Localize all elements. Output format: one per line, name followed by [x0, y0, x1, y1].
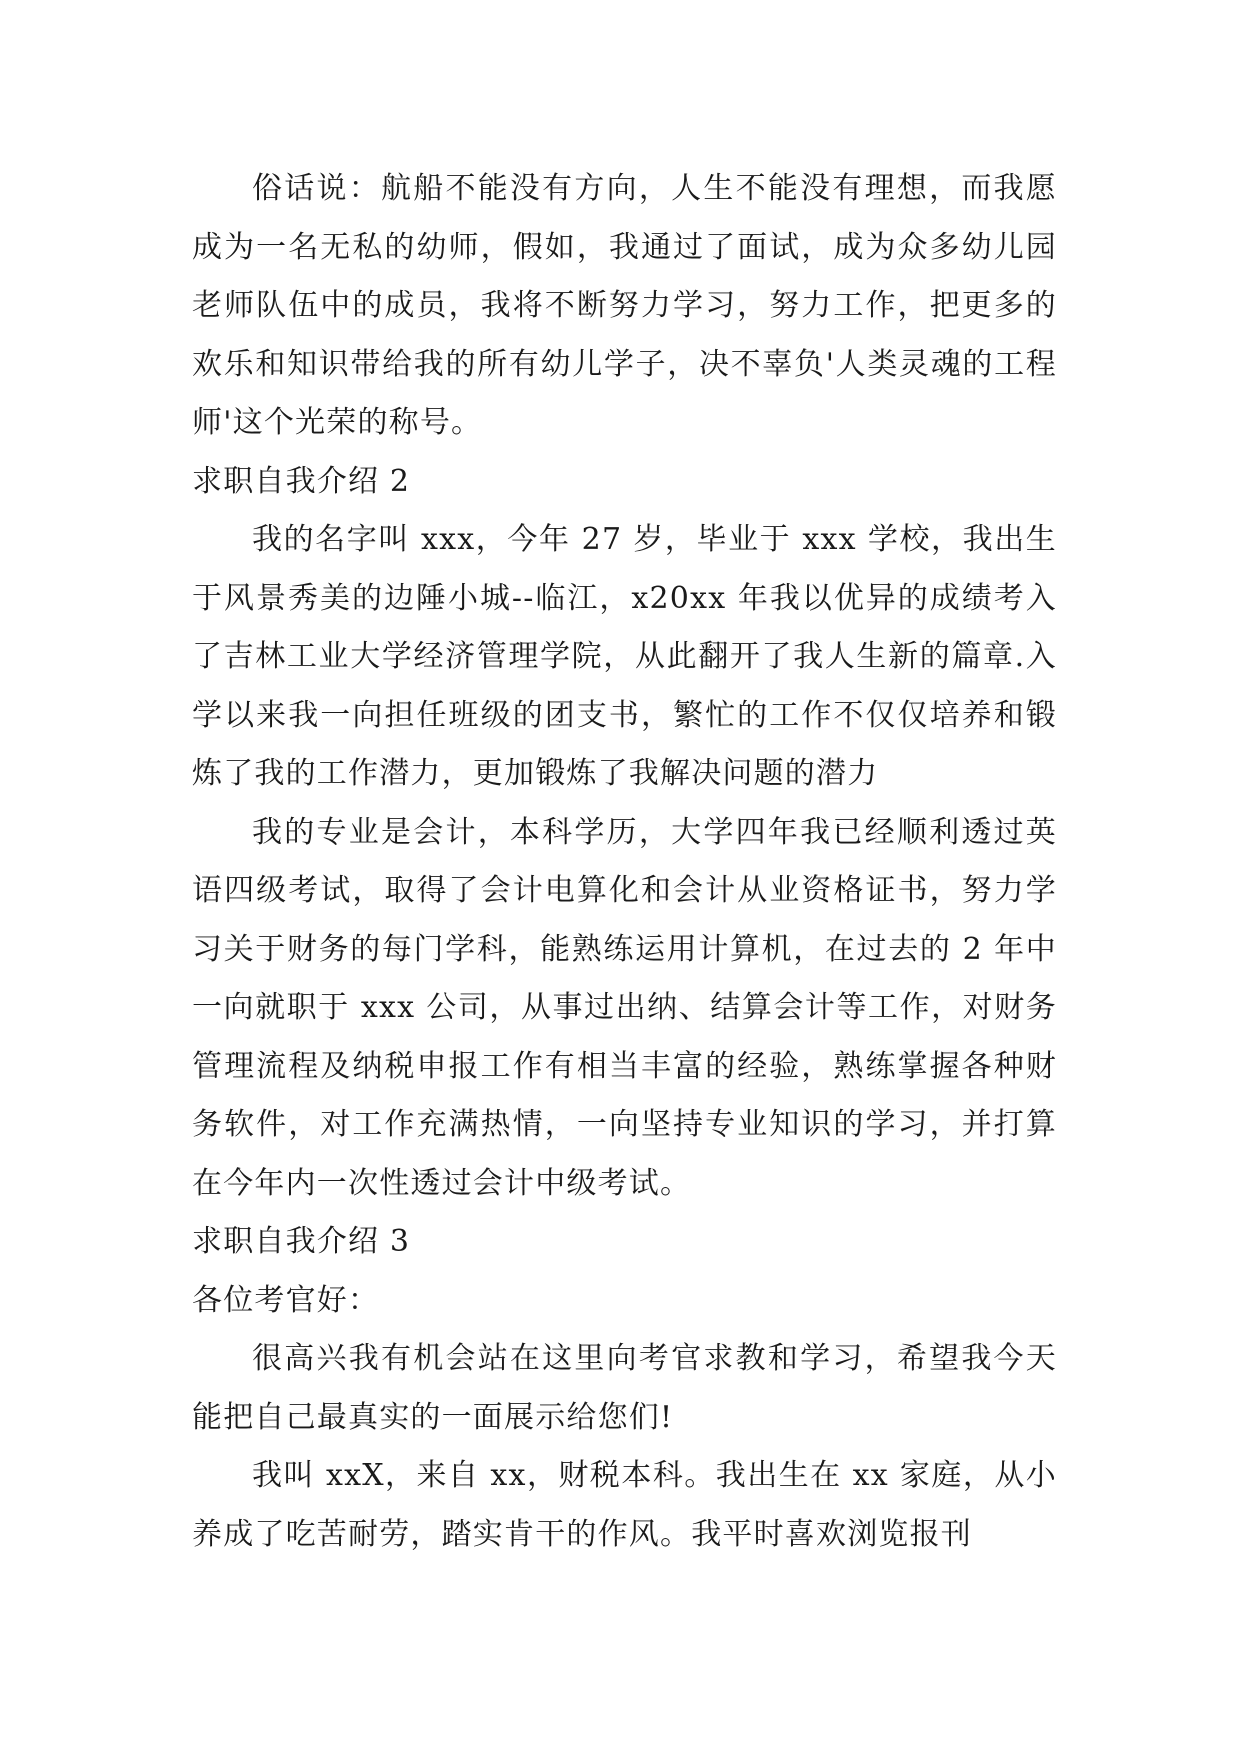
paragraph-accounting-experience: 我的专业是会计，本科学历，大学四年我已经顺利透过英语四级考试，取得了会计电算化和会计从业资格证书，努力学习关于财务的每门学科，能熟练运用计算机，在过去的 2 年中一向就职于 xxx 公司，从事过出纳、结算会计等工作，对财务管理流程及纳税申报工作有相当丰富的经验，熟练掌握各种财务软件，对工作充满热情，一向坚持专业知识的学习，并打算在今年内一次性透过会计中级考试。 [192, 814, 1057, 1201]
section-heading-2: 求职自我介绍 2 [192, 463, 411, 499]
greeting-line: 各位考官好： [192, 1282, 380, 1318]
paragraph-personal-background: 我的名字叫 xxx，今年 27 岁，毕业于 xxx 学校，我出生于风景秀美的边陲小城--临江，x20xx 年我以优异的成绩考入了吉林工业大学经济管理学院，从此翻开了我人生新的篇章.入学以来我一向担任班级的团支书，繁忙的工作不仅仅培养和锻炼了我的工作潜力，更加锻炼了我解决问题的潜力 [192, 522, 1057, 791]
paragraph-self-introduction: 我叫 xxX，来自 xx，财税本科。我出生在 xx 家庭，从小养成了吃苦耐劳，踏实肯干的作风。我平时喜欢浏览报刊 [192, 1458, 1057, 1552]
paragraph-opening-remarks: 很高兴我有机会站在这里向考官求教和学习，希望我今天能把自己最真实的一面展示给您们! [192, 1341, 1057, 1435]
paragraph-kindergarten-teacher: 俗话说：航船不能没有方向，人生不能没有理想，而我愿成为一名无私的幼师，假如，我通过了面试，成为众多幼儿园老师队伍中的成员，我将不断努力学习，努力工作，把更多的欢乐和知识带给我的所有幼儿学子，决不辜负'人类灵魂的工程师'这个光荣的称号。 [192, 171, 1057, 440]
document-body [192, 160, 1057, 1564]
section-heading-3: 求职自我介绍 3 [192, 1224, 411, 1259]
